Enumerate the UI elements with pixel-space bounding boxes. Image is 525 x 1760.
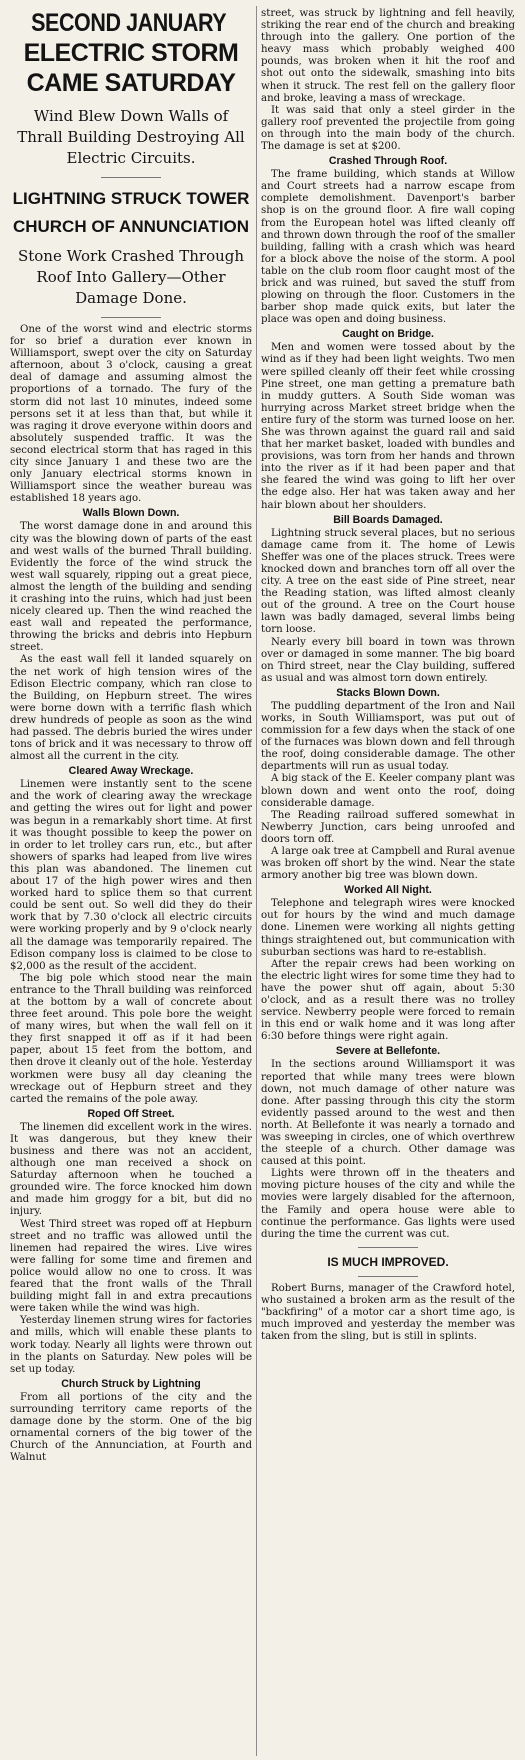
subhead-deck: Stone Work Crashed Through Roof Into Gallery—Other Damage Done. xyxy=(17,247,245,307)
paragraph: From all portions of the city and the surrounding territory came reports of the damage done by the storm. One of the big ornamental corners of the big tower of the Church of the Annunciation, at Fourth and Walnut xyxy=(10,1391,252,1464)
divider xyxy=(101,177,161,178)
section-heading: Stacks Blown Down. xyxy=(336,686,440,699)
divider xyxy=(358,1247,418,1248)
left-column xyxy=(10,8,252,1756)
paragraph: The linemen did excellent work in the wires. It was dangerous, but they knew their business and there was not an accident, although one man received a shock on Saturday afternoon when he touched a grounded wire. The force knocked him down and made him groggy for a bit, but did no injury. xyxy=(10,1121,252,1218)
section-heading: Severe at Bellefonte. xyxy=(335,1045,441,1058)
section-heading: Crashed Through Roof. xyxy=(328,155,448,168)
paragraph: Telephone and telegraph wires were knocked out for hours by the wind and much damage done. Linemen were working all nights getting things straightened out, but communication with suburban sections was hard to re-establish. xyxy=(261,898,515,958)
paragraph: The Reading railroad suffered somewhat in Newberry Junction, cars being unroofed and doors torn off. xyxy=(261,809,515,845)
paragraph: Nearly every bill board in town was thrown over or damaged in some manner. The big board on Third street, near the Clay building, suffered as usual and was almost torn down entirely. xyxy=(261,636,515,684)
paragraph: The worst damage done in and around this city was the blowing down of parts of the east and west walls of the burned Thrall building. Evidently the force of the wind struck the west wall squarely, ripping out a great piece, almost the length of the building and sending it crashing into the ruins, which had just been nicely cleared up. Then the wind reached the east wall and repeated the performance, throwing the bricks and debris into Hepburn street. xyxy=(10,521,252,654)
divider xyxy=(101,317,161,318)
paragraph: The puddling department of the Iron and Nail works, in South Williamsport, was put out of commission for a few days when the stack of one of the furnaces was blown down and fell through the roof, doing considerable damage. The other departments will run as usual today. xyxy=(261,700,515,773)
headline-line-2: ELECTRIC STORM xyxy=(23,39,239,67)
section-heading: Caught on Bridge. xyxy=(342,328,434,341)
paragraph: The frame building, which stands at Willow and Court streets had a narrow escape from complete demolishment. Davenport's barber shop is on the ground floor. A fire wall coping from the European hotel was lifted cleanly off and thrown down through the roof of the smaller building, falling with a crash which was heard for a block above the noise of the storm. A pool table on the club room floor caught most of the brick and was ruined, but saved the stuff from plowing on through the floor. Customers in the barber shop made quick exits, but later the place was open and doing business. xyxy=(261,169,515,326)
paragraph: Yesterday linemen strung wires for factories and mills, which will enable these plants to work today. Nearly all lights were thrown out in the plants on Saturday. New poles will be set up today. xyxy=(10,1315,252,1375)
headline-deck: Wind Blew Down Walls of Thrall Building Destroying All Electric Circuits. xyxy=(17,107,245,167)
paragraph: It was said that only a steel girder in the gallery roof prevented the projectile from going on through into the main body of the church. The damage is set at $200. xyxy=(261,104,515,153)
article-body-right xyxy=(261,8,515,1343)
column-rule xyxy=(256,6,257,1756)
paragraph: In the sections around Williamsport it was reported that while many trees were blown down, not much damage of other nature was done. After passing through this city the storm evidently passed around to the west and then north. At Bellefonte it was nearly a tornado and was sweeping in circles, one of which overthrew the steeple of a church. Other damage was caused at this point. xyxy=(261,1059,515,1168)
paragraph: West Third street was roped off at Hepburn street and no traffic was allowed until the linemen had repaired the wires. Live wires were falling for some time and firemen and police would allow no one to cross. It was feared that the front walls of the Thrall building might fall in and extra precautions were taken while the wind was high. xyxy=(10,1218,252,1315)
paragraph: One of the worst wind and electric storms for so brief a duration ever known in Williamsport, swept over the city on Saturday afternoon, about 3 o'clock, causing a great deal of damage and assuming almost the proportions of a tornado. The fury of the storm did not last 10 minutes, indeed some persons set it at less than that, but while it was raging it drove everyone within doors and absolutely suspended traffic. It was the second electrical storm that has raged in this city since January 1 and these two are the only January electrical storms known in Williamsport since the weather bureau was established 18 years ago. xyxy=(10,324,252,505)
right-column xyxy=(261,8,515,1756)
paragraph: Robert Burns, manager of the Crawford hotel, who sustained a broken arm as the result of the "backfiring" of a motor car a short time ago, is much improved and yesterday the member was taken from the sling, but is still in splints. xyxy=(261,1282,515,1343)
article-body-left xyxy=(10,324,252,1464)
section-heading: Worked All Night. xyxy=(344,884,432,897)
paragraph: Lights were thrown off in the theaters and moving picture houses of the city and while the movies were largely disabled for the afternoon, the Family and opera house were able to continue the performance. Gas lights were used during the time the current was cut. xyxy=(261,1168,515,1240)
section-heading: Bill Boards Damaged. xyxy=(333,513,443,526)
subhead-line-2: CHURCH OF ANNUNCIATION xyxy=(12,217,250,236)
section-heading: Cleared Away Wreckage. xyxy=(68,765,194,778)
subhead-line-1: LIGHTNING STRUCK TOWER xyxy=(12,189,250,208)
section-heading-improved: IS MUCH IMPROVED. xyxy=(327,1254,449,1269)
divider xyxy=(358,1276,418,1277)
paragraph: Men and women were tossed about by the wind as if they had been light weights. Two men were spilled cleanly off their feet while crossing Pine street, one man getting a premature bath in muddy gutters. A South Side woman was hurrying across Market street bridge when the entire fury of the storm was turned loose on her. She was thrown against the guard rail and said that her market basket, loaded with bundles and provisions, was torn from her hands and thrown into the river as if it had been paper and that she feared the wind was going to lift her over the edge also. Her hat was taken away and her hair blown about her shoulders. xyxy=(261,342,515,511)
paragraph: A big stack of the E. Keeler company plant was blown down and went onto the roof, doing considerable damage. xyxy=(261,773,515,809)
paragraph: A large oak tree at Campbell and Rural avenue was broken off short by the wind. Near the state armory another big tree was blown down. xyxy=(261,846,515,882)
section-heading: Walls Blown Down. xyxy=(82,507,180,520)
paragraph: The big pole which stood near the main entrance to the Thrall building was reinforced at the bottom by a wall of concrete about three feet around. This pole bore the weight of many wires, but when the wall fell on it they first snapped it off as if it had been paper, about 15 feet from the bottom, and then drove it cleanly out of the hole. Yesterday workmen were busy all day cleaning the wreckage out of Hepburn street and they carted the remains of the pole away. xyxy=(10,972,252,1105)
paragraph: street, was struck by lightning and fell heavily, striking the rear end of the church and breaking through into the gallery. One portion of the heavy mass which probably weighed 400 pounds, was broken when it hit the roof and shot out onto the sidewalk, smashing into bits when it struck. The rest fell on the gallery floor and broke, leaving a mass of wreckage. xyxy=(261,8,515,104)
section-heading: Roped Off Street. xyxy=(87,1107,175,1120)
section-heading: Church Struck by Lightning xyxy=(61,1377,201,1390)
headline-line-3: CAME SATURDAY xyxy=(26,69,236,97)
headline-line-1: SECOND JANUARY xyxy=(31,9,227,37)
paragraph: Linemen were instantly sent to the scene and the work of clearing away the wreckage and getting the wires out for light and power was begun in a remarkably short time. At first it was thought possible to keep the power on in order to let trolley cars run, etc., but after showers of sparks had leaped from live wires this plan was abandoned. The linemen cut about 17 of the high power wires and then worked hard to splice them so that current could be sent out. So well did they do their work that by 7.30 o'clock all electric circuits were working properly and by 9 o'clock nearly all the damage was temporarily repaired. The Edison company loss is claimed to be close to $2,000 as the result of the accident. xyxy=(10,779,252,972)
paragraph: After the repair crews had been working on the electric light wires for some time they had to have the power shut off again, about 5:30 o'clock, and as a result there was no trolley service. Newberry people were forced to remain in this end or walk home and it was long after 6:30 before things were right again. xyxy=(261,958,515,1043)
paragraph: As the east wall fell it landed squarely on the net work of high tension wires of the Edison Electric company, which ran close to the Building, on Hepburn street. The wires were borne down with a terrific flash which drew hundreds of people as soon as the wind had passed. The debris buried the wires under tons of brick and it was necessary to throw off almost all the current in the city. xyxy=(10,654,252,763)
paragraph: Lightning struck several places, but no serious damage came from it. The home of Lewis Sheffer was one of the places struck. Trees were knocked down and branches torn off all over the city. A tree on the east side of Pine street, near the Reading station, was lifted almost cleanly out of the ground. A tree on the Court house lawn was badly damaged, several limbs being torn loose. xyxy=(261,527,515,636)
